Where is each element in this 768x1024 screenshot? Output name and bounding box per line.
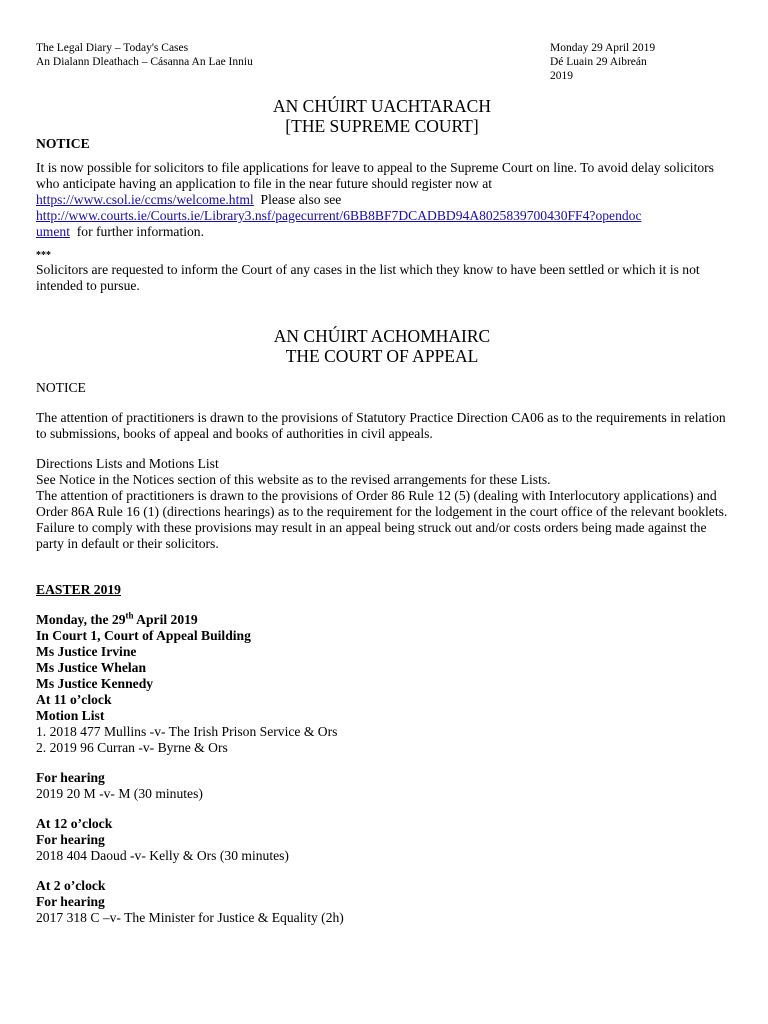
header-title-ga: An Dialann Dleathach – Cásanna An Lae Inniu xyxy=(36,56,253,68)
header-title-en: The Legal Diary – Today's Cases xyxy=(36,42,189,54)
appeal-court-title: AN CHÚIRT ACHOMHAIRC xyxy=(273,326,491,346)
courts-library-link-line1[interactable]: http://www.courts.ie/Courts.ie/Library3.nsf/pagecurrent/6BB8BF7DCADBD94A8025839700430FF4?opendoc xyxy=(36,208,642,223)
appeal-notice-heading: NOTICE xyxy=(36,380,86,395)
settled-cases-paragraph: Solicitors are requested to inform the Court of any cases in the list which they know to have been settled or which it is not intended to pursue. xyxy=(36,262,700,293)
time-12: At 12 o’clock xyxy=(36,816,113,831)
directions-notice-text: See Notice in the Notices section of this website as to the revised arrangements for these Lists. xyxy=(36,472,551,487)
further-info-text: for further information. xyxy=(76,224,204,239)
schedule-date-day: Monday, the 29 xyxy=(36,612,126,627)
supreme-court-title-en: [THE SUPREME COURT] xyxy=(285,116,479,136)
directions-lists-heading: Directions Lists and Motions List xyxy=(36,456,219,471)
separator-stars: *** xyxy=(36,250,51,261)
list-item: 2017 318 C –v- The Minister for Justice & Equality (2h) xyxy=(36,910,344,925)
schedule-date xyxy=(36,612,728,628)
for-hearing-heading: For hearing xyxy=(36,770,105,785)
list-item: 2019 20 M -v- M (30 minutes) xyxy=(36,786,203,801)
supreme-notice-text: It is now possible for solicitors to file applications for leave to appeal to the Supreme Court on line. To avoid delay solicitors who anticipate having an application to file in the near future should register now at xyxy=(36,160,714,191)
supreme-notice-heading: NOTICE xyxy=(36,136,90,151)
header-date-en: Monday 29 April 2019 xyxy=(550,42,656,54)
header-date-ga: Dé Luain 29 Aibreán 2019 xyxy=(550,56,647,82)
judge-irvine: Ms Justice Irvine xyxy=(36,644,137,659)
time-11: At 11 o’clock xyxy=(36,692,112,707)
schedule-date-month: April 2019 xyxy=(133,612,198,627)
csol-register-link[interactable]: https://www.csol.ie/ccms/welcome.html xyxy=(36,192,254,207)
time-2: At 2 o’clock xyxy=(36,878,106,893)
failure-to-comply-text: Failure to comply with these provisions may result in an appeal being struck out and/or costs orders being made against the party in default or their solicitors. xyxy=(36,520,707,551)
order-86-text: The attention of practitioners is drawn to the provisions of Order 86 Rule 12 (5) (dealing with Interlocutory applications) and Order 86A Rule 16 (1) (directions hearings) as to the requirement for the lodgement in the court office of the relevant booklets. xyxy=(36,488,728,519)
list-item: 2. 2019 96 Curran -v- Byrne & Ors xyxy=(36,740,228,755)
supreme-court-title: AN CHÚIRT UACHTARACH xyxy=(273,96,491,116)
motion-list-heading: Motion List xyxy=(36,708,105,723)
for-hearing-heading: For hearing xyxy=(36,832,105,847)
hearing-schedule xyxy=(36,582,728,926)
schedule-date-suffix: th xyxy=(125,610,134,621)
judge-kennedy: Ms Justice Kennedy xyxy=(36,676,154,691)
for-hearing-heading: For hearing xyxy=(36,894,105,909)
appeal-court-title-en: THE COURT OF APPEAL xyxy=(285,346,479,366)
court-location: In Court 1, Court of Appeal Building xyxy=(36,628,251,643)
supreme-notice-paragraph xyxy=(36,160,728,240)
list-item: 1. 2018 477 Mullins -v- The Irish Prison Service & Ors xyxy=(36,724,338,739)
supreme-court-section xyxy=(36,96,728,294)
page-header xyxy=(36,41,672,83)
court-of-appeal-section xyxy=(36,326,728,552)
practice-direction-paragraph: The attention of practitioners is drawn to the provisions of Statutory Practice Direction CA06 as to the requirements in relation to submissions, books of appeal and books of authorities in civil appeals. xyxy=(36,410,726,441)
courts-library-link-line2[interactable]: ument xyxy=(36,224,70,239)
list-item: 2018 404 Daoud -v- Kelly & Ors (30 minutes) xyxy=(36,848,289,863)
judge-whelan: Ms Justice Whelan xyxy=(36,660,147,675)
document-body xyxy=(36,96,728,926)
term-heading: EASTER 2019 xyxy=(36,582,121,597)
please-also-see-text: Please also see xyxy=(260,192,342,207)
